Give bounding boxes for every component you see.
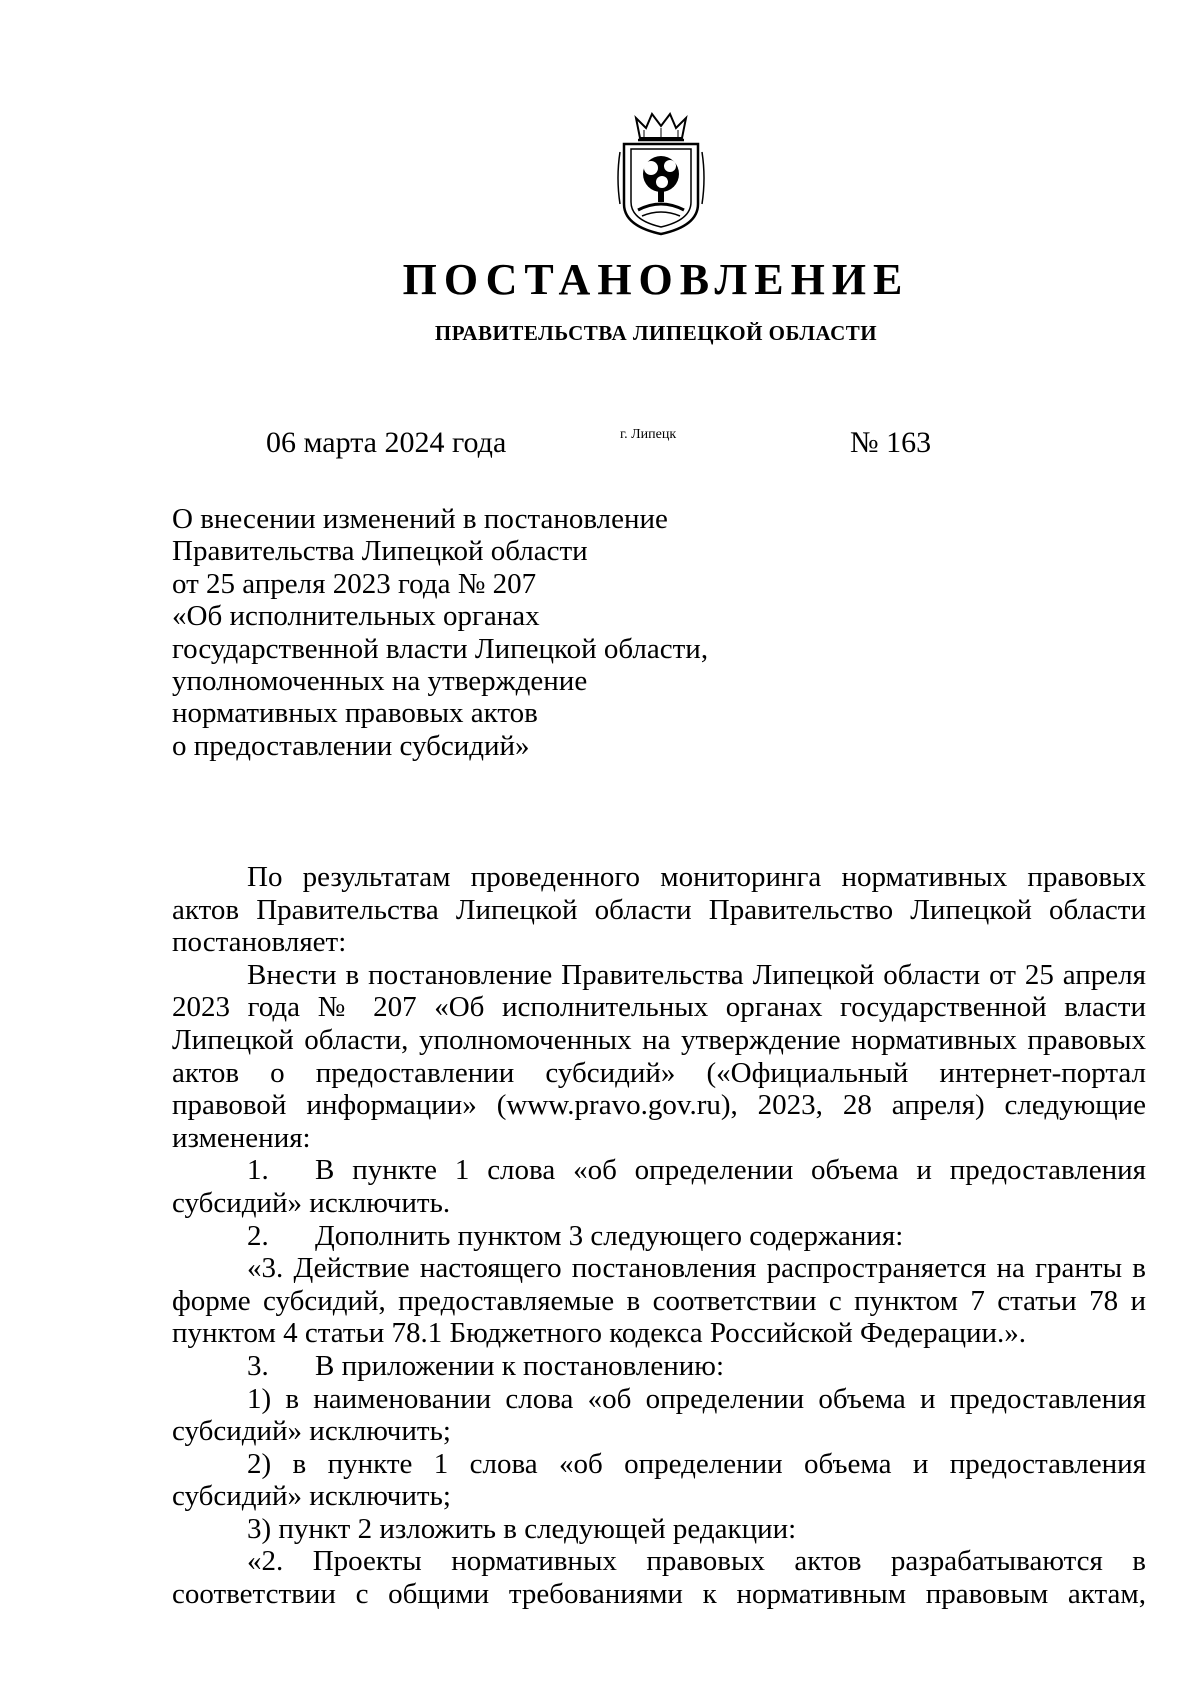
list-item-text: Дополнить пунктом 3 следующего содержания: — [315, 1219, 904, 1252]
coat-of-arms-icon — [614, 112, 708, 236]
list-item-text: В приложении к постановлению: — [315, 1349, 725, 1382]
sub-item-1: 1) в наименовании слова «об определении объема и предоставления субсидий» исключить; — [172, 1382, 1146, 1448]
subject-line: О внесении изменений в постановление — [172, 503, 668, 535]
subject-line: от 25 апреля 2023 года № 207 — [172, 567, 537, 600]
document-subject — [172, 503, 708, 762]
list-item-number: 3. — [247, 1349, 269, 1382]
list-item-2 — [172, 1220, 1146, 1253]
document-body — [172, 861, 1146, 1611]
sub-item-3: 3) пункт 2 изложить в следующей редакции: — [247, 1512, 797, 1545]
document-date: 06 марта 2024 года — [266, 426, 507, 459]
quoted-paragraph: «2. Проекты нормативных правовых актов разрабатываются в соответствии с общими требованиями к нормативным правовым актам, — [172, 1545, 1146, 1611]
subject-line: уполномоченных на утверждение — [172, 665, 588, 698]
quoted-paragraph: «3. Действие настоящего постановления распространяется на гранты в форме субсидий, предоставляемые в соответствии с пунктом 7 статьи 78 и пунктом 4 статьи 78.1 Бюджетного кодекса Российской Федерации.». — [172, 1252, 1146, 1350]
issuer-title: ПРАВИТЕЛЬСТВА ЛИПЕЦКОЙ ОБЛАСТИ — [434, 321, 878, 345]
sub-item-2: 2) в пункте 1 слова «об определении объема и предоставления субсидий» исключить; — [172, 1447, 1146, 1513]
list-item-text: В пункте 1 слова «об определении объема и предоставления — [315, 1154, 1146, 1187]
document-city: г. Липецк — [620, 427, 677, 442]
subject-line: о предоставлении субсидий» — [172, 729, 530, 762]
subject-line: нормативных правовых актов — [172, 697, 538, 730]
document-type-title: ПОСТАНОВЛЕНИЕ — [402, 255, 910, 304]
subject-line: государственной власти Липецкой области, — [172, 632, 709, 665]
list-item-1 — [172, 1154, 1146, 1187]
decree-paragraph: Внести в постановление Правительства Липецкой области от 25 апреля 2023 года № 207 «Об исполнительных органах государственной власти Липецкой области, уполномоченных на утверждение нормативных правовых актов о предоставлении субсидий» («Официальный интернет-портал правовой информации» (www.pravo.gov.ru), 2023, 28 апреля) следующие изменения: — [172, 958, 1146, 1154]
list-item-3 — [172, 1350, 1146, 1383]
subject-line: «Об исполнительных органах — [172, 600, 540, 633]
preamble-paragraph: По результатам проведенного мониторинга нормативных правовых актов Правительства Липецкой области Правительство Липецкой области постановляет: — [172, 861, 1146, 959]
document-number: № 163 — [850, 426, 932, 459]
subject-line: Правительства Липецкой области — [172, 535, 588, 568]
list-item-number: 2. — [247, 1219, 269, 1252]
list-item-number: 1. — [247, 1154, 269, 1187]
list-item-1-continuation: субсидий» исключить. — [172, 1186, 451, 1219]
